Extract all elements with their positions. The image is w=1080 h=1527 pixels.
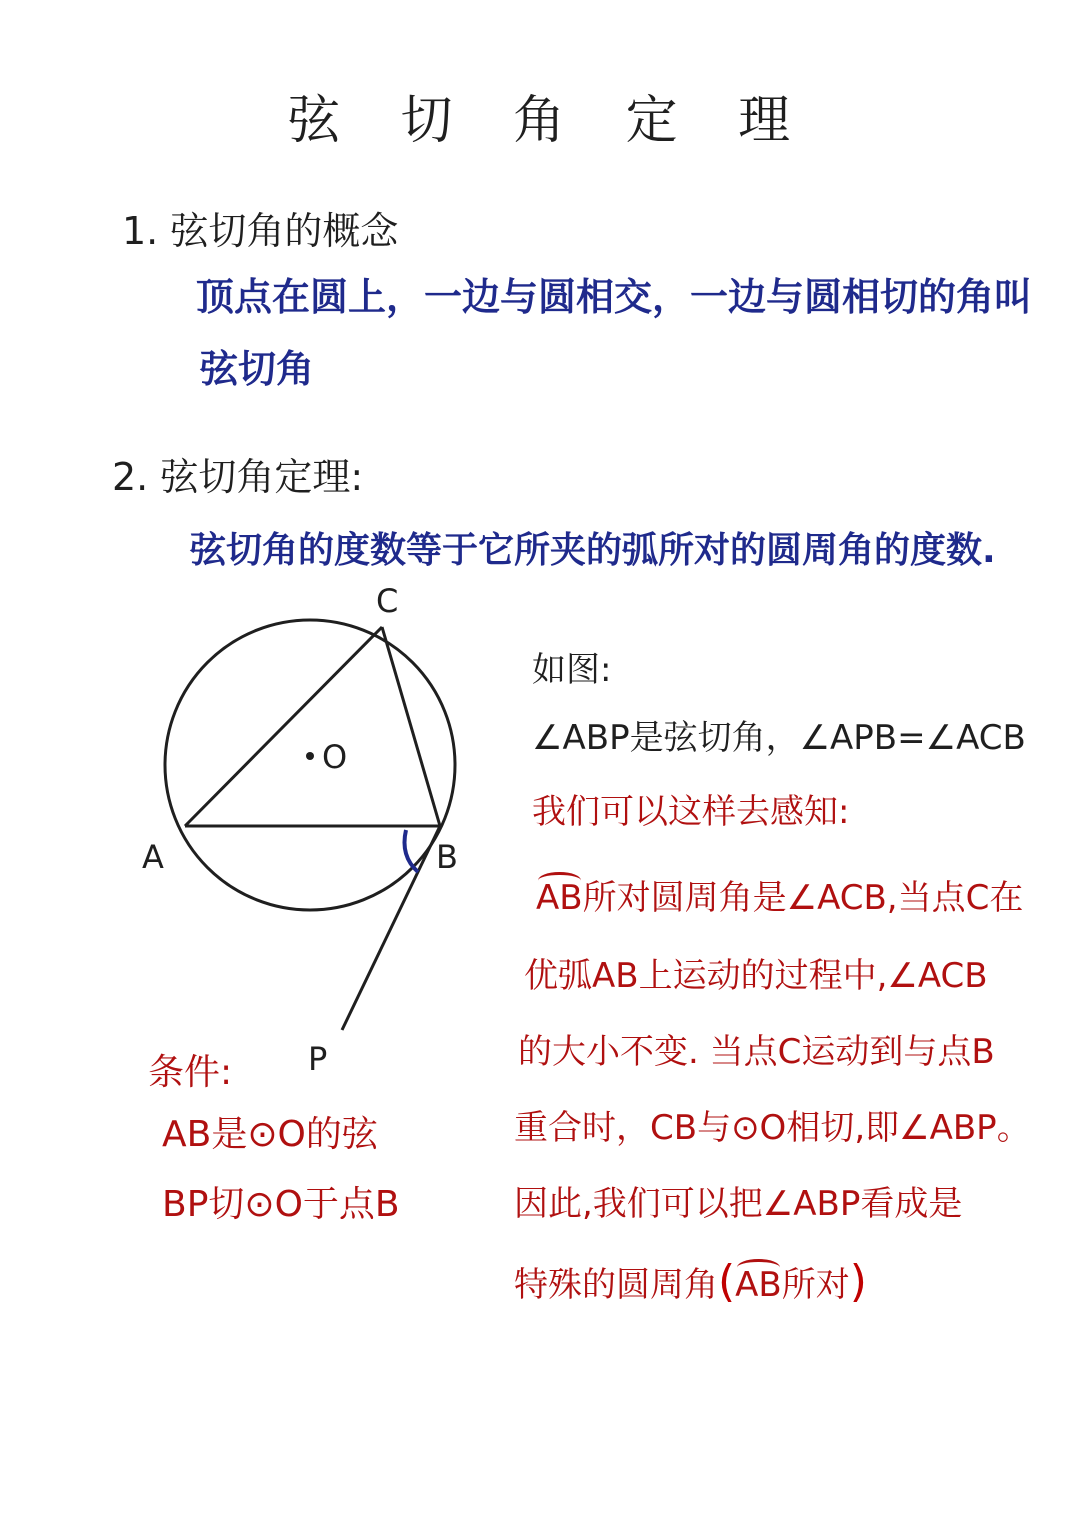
circle-figure [130, 580, 510, 1080]
explanation-line-2: 我们可以这样去感知: [532, 792, 850, 832]
theorem-statement: 弦切角的度数等于它所夹的弧所对的圆周角的度数. [190, 530, 996, 571]
explanation-intro: 如图: [532, 650, 612, 690]
paren-close: ) [849, 1256, 867, 1307]
explanation-line-1: ∠ABP是弦切角，∠APB=∠ACB [532, 718, 1026, 758]
explanation-p6-suffix: 所对 [781, 1265, 850, 1305]
explanation-p4: 重合时，CB与⊙O相切,即∠ABP。 [514, 1108, 1031, 1148]
explanation-p1 [536, 870, 1023, 919]
definition-line-1: 顶点在圆上，一边与圆相交，一边与圆相切的角叫 [196, 275, 1033, 319]
segment-cb [382, 627, 440, 826]
explanation-p2: 优弧AB上运动的过程中,∠ACB [524, 956, 988, 996]
explanation-p6 [514, 1256, 867, 1307]
label-p: P [308, 1040, 328, 1078]
label-a: A [142, 838, 164, 876]
label-c: C [376, 582, 399, 620]
arc-ab-label-2: AB [735, 1265, 782, 1305]
page-title: 弦 切 角 定 理 [288, 91, 813, 151]
label-o: O [322, 738, 348, 776]
conditions-heading: 条件: [148, 1052, 233, 1093]
arc-ab-label: AB [536, 878, 583, 918]
condition-2: BP切⊙O于点B [162, 1184, 400, 1225]
explanation-p5: 因此,我们可以把∠ABP看成是 [514, 1184, 963, 1224]
explanation-p1-rest: 所对圆周角是∠ACB,当点C在 [582, 878, 1024, 918]
paren-open: ( [718, 1256, 736, 1307]
label-b: B [436, 838, 458, 876]
explanation-p3: 的大小不变. 当点C运动到与点B [518, 1032, 995, 1072]
explanation-p6-start: 特殊的圆周角 [514, 1265, 718, 1305]
section-1-heading: 1. 弦切角的概念 [122, 209, 399, 253]
condition-1: AB是⊙O的弦 [162, 1114, 378, 1155]
definition-line-2: 弦切角 [200, 347, 315, 391]
center-point-o [306, 752, 314, 760]
section-2-heading: 2. 弦切角定理: [112, 455, 364, 499]
tangent-bp [342, 826, 440, 1030]
